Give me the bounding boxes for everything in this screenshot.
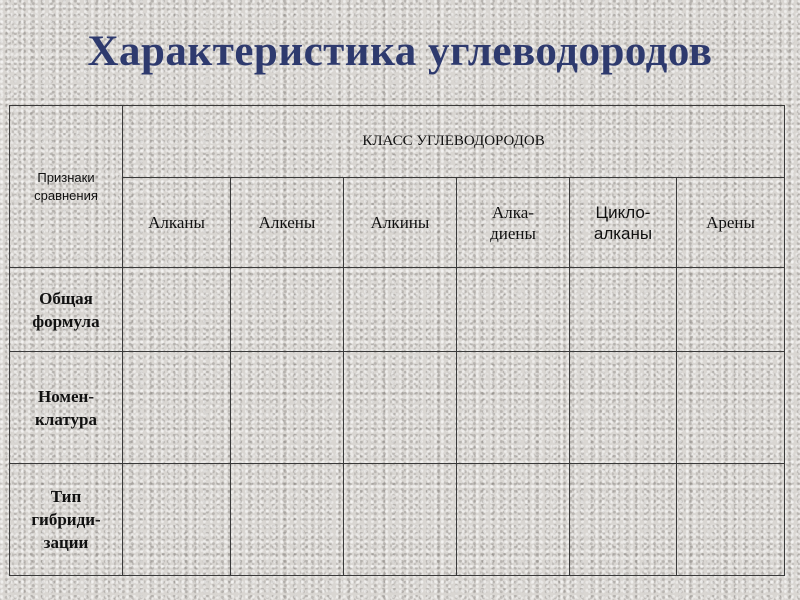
table-cell[interactable] bbox=[344, 464, 457, 576]
hydrocarbon-comparison-table bbox=[9, 105, 785, 576]
column-header-row bbox=[10, 178, 785, 268]
column-header-alkanes: Алканы bbox=[123, 178, 231, 268]
class-header-row bbox=[10, 106, 785, 178]
hydrocarbon-class-label: КЛАСС УГЛЕВОДОРОДОВ bbox=[362, 133, 545, 149]
table-cell[interactable] bbox=[123, 352, 231, 464]
table-cell[interactable] bbox=[231, 352, 344, 464]
row-header-general-formula: Общая формула bbox=[10, 268, 123, 352]
comparison-criteria-label: Признаки сравнения bbox=[34, 169, 98, 203]
column-header-alkadienes: Алка- диены bbox=[457, 178, 570, 268]
table-cell[interactable] bbox=[231, 464, 344, 576]
table-cell[interactable] bbox=[457, 464, 570, 576]
row-header-hybridization-type: Тип гибриди- зации bbox=[10, 464, 123, 576]
table-cell[interactable] bbox=[123, 268, 231, 352]
page-title: Характеристика углеводородов bbox=[87, 28, 713, 75]
table-cell[interactable] bbox=[677, 464, 785, 576]
table-cell[interactable] bbox=[677, 268, 785, 352]
class-header-cell bbox=[123, 106, 785, 178]
row-header-nomenclature: Номен- клатура bbox=[10, 352, 123, 464]
column-header-alkenes: Алкены bbox=[231, 178, 344, 268]
table-cell[interactable] bbox=[231, 268, 344, 352]
table-row bbox=[10, 268, 785, 352]
table-cell[interactable] bbox=[677, 352, 785, 464]
table-row bbox=[10, 464, 785, 576]
table-cell[interactable] bbox=[457, 268, 570, 352]
table-cell[interactable] bbox=[344, 268, 457, 352]
table-cell[interactable] bbox=[344, 352, 457, 464]
table-cell[interactable] bbox=[570, 268, 677, 352]
column-header-arenes: Арены bbox=[677, 178, 785, 268]
corner-header-cell bbox=[10, 106, 123, 268]
column-header-alkynes: Алкины bbox=[344, 178, 457, 268]
table-row bbox=[10, 352, 785, 464]
table-cell[interactable] bbox=[570, 352, 677, 464]
table-cell[interactable] bbox=[570, 464, 677, 576]
column-header-cycloalkanes: Цикло- алканы bbox=[570, 178, 677, 268]
table-cell[interactable] bbox=[457, 352, 570, 464]
table-cell[interactable] bbox=[123, 464, 231, 576]
